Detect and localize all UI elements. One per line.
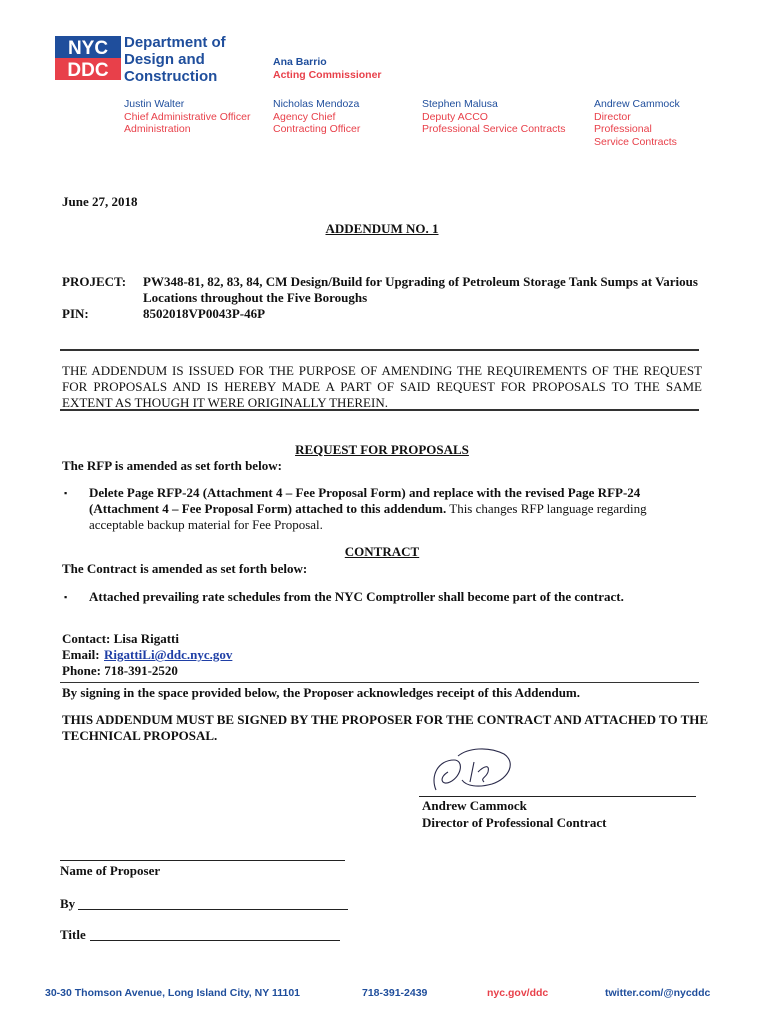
signature-notice: THIS ADDENDUM MUST BE SIGNED BY THE PROPOSER FOR THE CONTRACT AND ATTACHED TO THE TECHNICAL PROPOSAL. [62,712,709,743]
staff-title: Administration [124,123,191,135]
department-name [124,34,226,85]
contact-name: Contact: Lisa Rigatti [62,631,179,646]
rfp-heading: REQUEST FOR PROPOSALS [295,442,469,457]
contract-heading: CONTRACT [344,544,420,559]
commissioner-block [273,56,382,82]
rfp-item [89,485,703,533]
contract-item: Attached prevailing rate schedules from the NYC Comptroller shall become part of the contract. [89,589,624,604]
rfp-lead: The RFP is amended as set forth below: [62,458,282,473]
commissioner-title: Acting Commissioner [273,69,382,81]
svg-text:NYC: NYC [67,38,109,59]
footer-phone: 718-391-2439 [362,987,428,999]
department-line: Design and [124,51,205,68]
staff-title: Service Contracts [594,135,677,148]
footer-twitter: twitter.com/@nycddc [605,987,711,999]
contact-email-label: Email: [62,647,100,662]
title-label: Title [60,927,86,942]
svg-text:DDC: DDC [67,60,109,80]
bullet-icon: ▪ [64,592,68,602]
addendum-title: ADDENDUM NO. 1 [325,221,439,236]
rfp-item-bold: Delete Page RFP-24 (Attachment 4 – Fee Proposal Form) and replace with the revised Page RFP-24 (Attachment 4 – Fee Proposal Form) attached to this addendum. [89,485,641,516]
staff-title: Professional [594,123,652,135]
acknowledgement-text: By signing in the space provided below, the Proposer acknowledges receipt of this Addendum. [62,685,581,700]
staff-title: Contracting Officer [273,123,361,135]
signer-title: Director of Professional Contract [422,815,607,830]
staff-name: Nicholas Mendoza [273,98,360,110]
contact-phone: Phone: 718-391-2520 [62,663,178,678]
staff-name: Stephen Malusa [422,98,498,110]
rfp-item-regular: This changes RFP language regarding acceptable backup material for Fee Proposal. [89,501,647,532]
signer-name: Andrew Cammock [422,798,527,813]
staff-name: Andrew Cammock [594,98,680,110]
title-field-line[interactable] [90,940,340,941]
by-field-line[interactable] [78,909,348,910]
contact-email-link[interactable]: RigattiLi@ddc.nyc.gov [104,647,233,662]
proposer-name-label: Name of Proposer [60,863,161,878]
letter-date: June 27, 2018 [62,194,138,209]
pin-value: 8502018VP0043P-46P [143,306,266,321]
staff-name: Justin Walter [124,98,185,110]
staff-block [422,98,566,136]
pin-label: PIN: [62,306,89,321]
staff-title: Professional Service Contracts [422,123,566,135]
department-line: Construction [124,68,218,85]
department-line: Department of [124,34,226,51]
footer-website: nyc.gov/ddc [487,987,549,999]
staff-title: Director [594,110,631,123]
intro-paragraph: THE ADDENDUM IS ISSUED FOR THE PURPOSE OF AMENDING THE REQUIREMENTS OF THE REQUEST FOR PROPOSALS AND IS HEREBY MADE A PART OF SAID REQUEST FOR PROPOSALS TO THE SAME EXTENT AS THOUGH IT WERE ORIGINALLY THEREIN. [62,363,702,410]
staff-title: Agency Chief [273,110,336,123]
staff-title: Deputy ACCO [422,110,488,123]
footer-address: 30-30 Thomson Avenue, Long Island City, NY 11101 [45,987,300,999]
project-value: PW348-81, 82, 83, 84, CM Design/Build for Upgrading of Petroleum Storage Tank Sumps at Various Locations throughout the Five Boroughs [143,274,698,305]
staff-block [124,98,250,136]
bullet-icon: ▪ [64,488,68,498]
divider [60,682,699,683]
staff-block [273,98,360,136]
staff-block [594,98,680,148]
handwritten-signature [418,738,518,798]
contract-lead: The Contract is amended as set forth below: [62,561,308,576]
proposer-name-line[interactable] [60,860,345,861]
staff-title: Chief Administrative Officer [124,110,251,123]
project-label: PROJECT: [62,274,127,289]
nyc-ddc-logo [55,36,121,80]
divider [60,349,699,351]
commissioner-name: Ana Barrio [273,56,327,68]
signature-line [419,796,696,797]
by-label: By [60,896,76,911]
divider [60,409,699,411]
